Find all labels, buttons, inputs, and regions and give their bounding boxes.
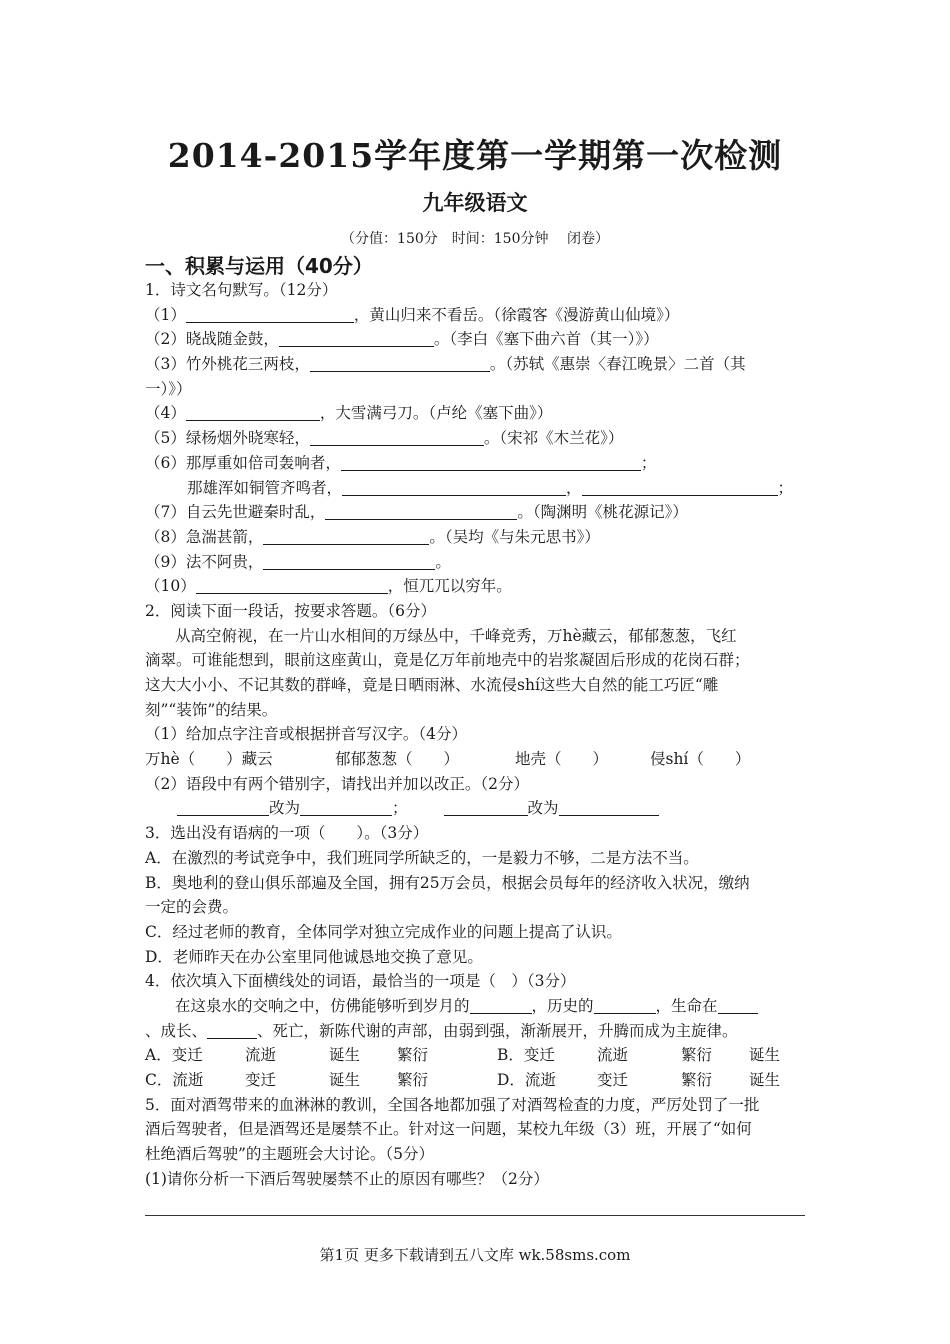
answer-blank[interactable] — [263, 553, 435, 570]
option-d-word: 诞生 — [749, 1071, 781, 1089]
list-item: （2）晓战随金鼓， 。（李白《塞下曲六首（其一）》） — [145, 330, 659, 349]
option-line: C．经过老师的教育，全体同学对独立完成作业的问题上提高了认识。 — [145, 922, 622, 941]
passage-line: 酒后驾驶者，但是酒驾还是屡禁不止。针对这一问题，某校九年级（3）班，开展了“如何 — [145, 1120, 752, 1139]
sub-question: (1)请你分析一下酒后驾驶屡禁不止的原因有哪些？（2分） — [145, 1169, 549, 1188]
list-item: 那雄浑如铜管齐鸣者， ， ； — [187, 478, 794, 497]
answer-blank[interactable] — [186, 306, 354, 323]
answer-blank[interactable] — [444, 799, 528, 816]
list-item: （4） ，大雪满弓刀。（卢纶《塞下曲》） — [145, 404, 553, 423]
option-a-word: 诞生 — [329, 1046, 361, 1065]
answer-blank[interactable] — [207, 1022, 257, 1039]
option-line: 一定的会费。 — [145, 898, 239, 917]
sub-question: （2）语段中有两个错别字，请找出并加以改正。（2分） — [145, 774, 529, 793]
question-stem: 5．面对酒驾带来的血淋淋的教训，全国各地都加强了对酒驾检查的力度，严厉处罚了一批 — [145, 1095, 760, 1114]
answer-blank[interactable] — [177, 799, 269, 816]
option-line: A．在激烈的考试竞争中，我们班同学所缺乏的，一是毅力不够，二是方法不当。 — [145, 848, 699, 867]
answer-blank[interactable] — [559, 799, 659, 816]
section-heading: 一、积累与运用（40分） — [145, 254, 373, 278]
option-a-word: 流逝 — [245, 1046, 277, 1065]
passage-line: 在这泉水的交响之中，仿佛能够听到岁月的 ，历史的 ，生命在 — [145, 994, 805, 1019]
footer-divider — [145, 1215, 805, 1216]
answer-blank[interactable] — [470, 997, 532, 1014]
exam-title: 2014-2015学年度第一学期第一次检测 — [167, 136, 783, 175]
list-item: （3）竹外桃花三两枝， 。（苏轼《惠崇〈春江晚景〉二首（其 — [145, 355, 746, 374]
question-stem: 2．阅读下面一段话，按要求答题。（6分） — [145, 601, 436, 620]
option-b-word: B．变迁 — [497, 1046, 555, 1065]
answer-blank[interactable] — [310, 429, 484, 446]
option-b-word: 流逝 — [597, 1046, 629, 1065]
answer-blank[interactable] — [196, 577, 388, 594]
list-item: 一）》） — [145, 379, 192, 398]
option-d-word: D．流逝 — [497, 1071, 556, 1089]
pinyin-item: 万hè（ ）藏云 — [145, 750, 273, 769]
passage-line: 、成长、 、死亡，新陈代谢的声部，由弱到强，渐渐展开，升腾而成为主旋律。 — [145, 1021, 738, 1040]
answer-blank[interactable] — [718, 997, 758, 1014]
correction-row: 改为 ； 改为 — [145, 796, 805, 821]
pinyin-item: 地壳（ ） — [515, 750, 609, 769]
option-c-word: 变迁 — [245, 1071, 277, 1089]
option-a-word: A．变迁 — [145, 1046, 203, 1065]
option-c-word: C．流逝 — [145, 1071, 204, 1089]
list-item: （5）绿杨烟外晓寒轻， 。（宋祁《木兰花》） — [145, 429, 624, 448]
option-d-word: 变迁 — [597, 1071, 629, 1089]
exam-body — [145, 278, 805, 1191]
option-c-word: 诞生 — [329, 1071, 361, 1089]
answer-blank[interactable] — [341, 454, 641, 471]
answer-blank[interactable] — [582, 479, 778, 496]
answer-blank[interactable] — [263, 528, 429, 545]
question-stem: 1．诗文名句默写。（12分） — [145, 281, 338, 299]
answer-blank[interactable] — [186, 404, 320, 421]
option-line: D．老师昨天在办公室里同他诚恳地交换了意见。 — [145, 947, 483, 966]
exam-subtitle: 九年级语文 — [422, 190, 528, 215]
pinyin-item: 郁郁葱葱（ ） — [335, 750, 460, 769]
list-item: （9）法不阿贵， 。 — [145, 552, 451, 571]
passage-line: 从高空俯视，在一片山水相间的万绿丛中，千峰竞秀，万hè藏云，郁郁葱葱，飞红 — [175, 626, 737, 645]
option-a-word: 繁衍 — [397, 1046, 429, 1065]
list-item: （1） ，黄山归来不看岳。（徐霞客《漫游黄山仙境》） — [145, 305, 680, 324]
list-item: （7）自云先世避秦时乱， 。（陶渊明《桃花源记》） — [145, 503, 688, 522]
passage-line: 杜绝酒后驾驶”的主题班会大讨论。（5分） — [145, 1145, 435, 1164]
passage-line: 滴翠。可谁能想到，眼前这座黄山，竟是亿万年前地壳中的岩浆凝固后形成的花岗石群； — [145, 651, 750, 670]
option-line: B．奥地利的登山俱乐部遍及全国，拥有25万会员，根据会员每年的经济收入状况，缴纳 — [145, 873, 750, 892]
answer-blank[interactable] — [325, 503, 517, 520]
answer-blank[interactable] — [279, 330, 434, 347]
page-footer: 第1页 更多下载请到五八文库 wk.58sms.com — [319, 1246, 631, 1264]
list-item: （6）那厚重如倍司轰响者， ； — [145, 453, 657, 472]
passage-line: 刻”“装饰”的结果。 — [145, 700, 278, 719]
option-row — [145, 1068, 805, 1093]
sub-question: （1）给加点字注音或根据拼音写汉字。（4分） — [145, 725, 467, 744]
pinyin-row — [145, 747, 805, 772]
question-stem: 4．依次填入下面横线处的词语，最恰当的一项是（ ）（3分） — [145, 972, 576, 991]
answer-blank[interactable] — [300, 799, 392, 816]
answer-blank[interactable] — [594, 997, 656, 1014]
answer-blank[interactable] — [310, 355, 490, 372]
list-item: （8）急湍甚箭， 。（吴均《与朱元思书》） — [145, 527, 600, 546]
passage-line: 这大大小小、不记其数的群峰，竟是日晒雨淋、水流侵shí这些大自然的能工巧匠“雕 — [145, 676, 719, 694]
option-row — [145, 1043, 805, 1068]
option-d-word: 繁衍 — [681, 1071, 713, 1089]
list-item: （10） ，恒兀兀以穷年。 — [145, 577, 512, 596]
option-b-word: 诞生 — [749, 1046, 781, 1065]
option-b-word: 繁衍 — [681, 1046, 713, 1065]
pinyin-item: 侵shí（ ） — [650, 750, 751, 769]
exam-info: （分值：150分 时间：150分钟 闭卷） — [341, 231, 609, 247]
option-c-word: 繁衍 — [397, 1071, 429, 1089]
answer-blank[interactable] — [342, 479, 566, 496]
question-stem: 3．选出没有语病的一项（ ）。（3分） — [145, 824, 429, 843]
